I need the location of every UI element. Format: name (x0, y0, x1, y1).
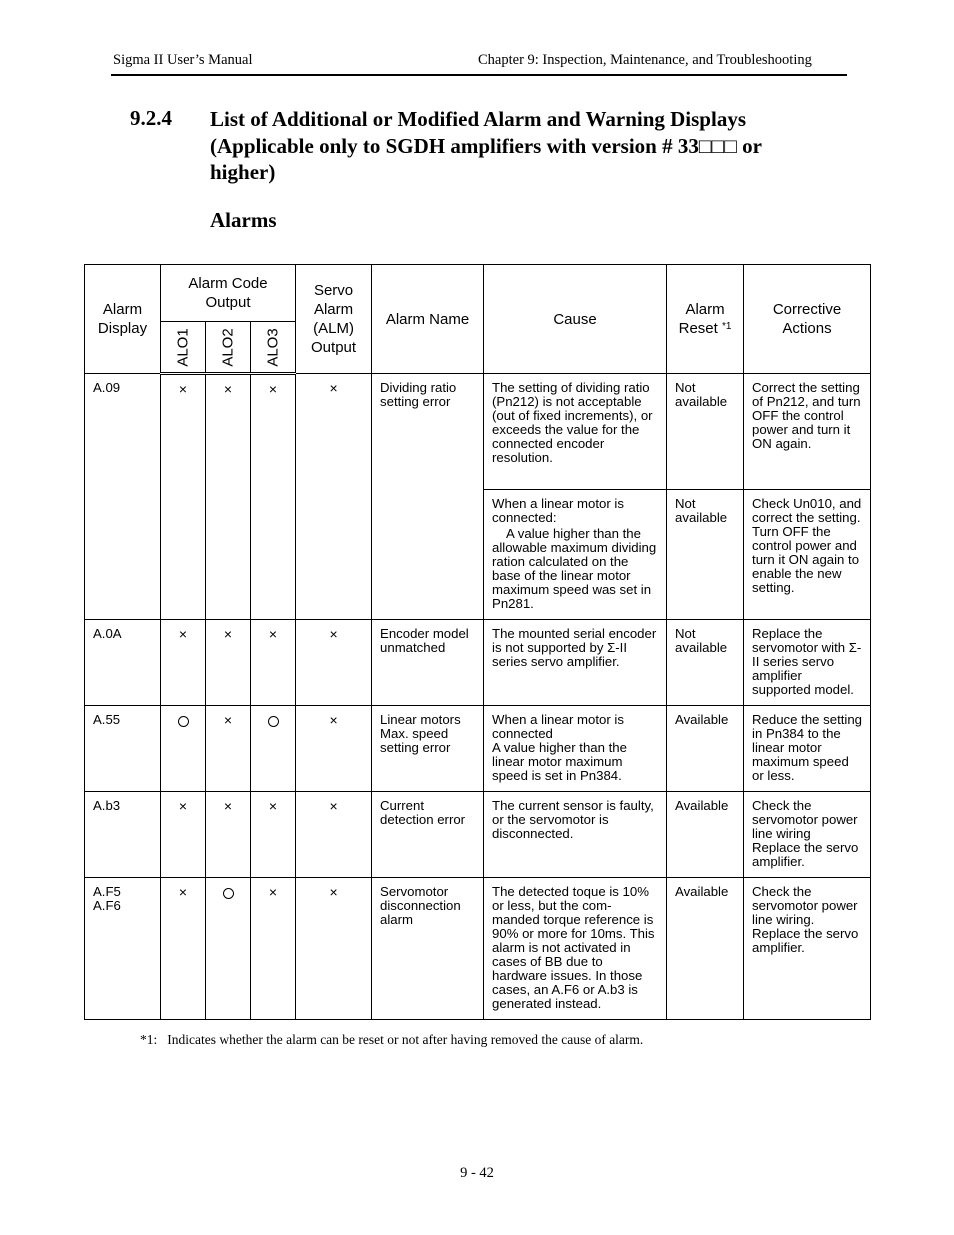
col-header-alarm-reset: Alarm Reset $^{*1}$ (667, 265, 744, 374)
cell-reset: Available (667, 792, 744, 878)
cell-alo3: × (251, 374, 296, 620)
alarm-table (84, 264, 871, 1020)
cell-servo-alarm: × (296, 374, 372, 620)
cell-alarm-name: Encoder model unmatched (372, 620, 484, 706)
cell-alo3: × (251, 792, 296, 878)
table-row (85, 374, 871, 490)
col-header-servo-alarm: Servo Alarm (ALM) Output (296, 265, 372, 374)
running-header-right: Chapter 9: Inspection, Maintenance, and Troubleshooting (478, 52, 812, 68)
cell-alo1: × (161, 878, 206, 1020)
cell-alo2: × (206, 620, 251, 706)
cell-servo-alarm: × (296, 620, 372, 706)
running-header-left: Sigma II User’s Manual (113, 52, 253, 68)
cell-servo-alarm: × (296, 878, 372, 1020)
circle-mark-icon (268, 716, 279, 727)
col-header-alarm-code: Alarm Code Output (161, 265, 296, 322)
cell-alo3 (251, 706, 296, 792)
table-row (85, 620, 871, 706)
col-header-alo1: ALO1 (161, 322, 206, 374)
section-title-line-1: List of Additional or Modified Alarm and Warning Displays (210, 107, 746, 131)
section-title-line-3: higher) (210, 160, 276, 184)
col-header-alarm-display: Alarm Display (85, 265, 161, 374)
cell-alo1: × (161, 792, 206, 878)
cell-display: A.09 (85, 374, 161, 620)
section-title (210, 106, 850, 186)
cell-corrective-action: Correct the setting of Pn212, and turn OFF the control power and turn it ON again. (744, 374, 871, 490)
cell-alo3: × (251, 878, 296, 1020)
cell-alo3: × (251, 620, 296, 706)
cell-alo2: × (206, 374, 251, 620)
cell-alo1: × (161, 620, 206, 706)
cell-alarm-name: Servomotor disconnection alarm (372, 878, 484, 1020)
section-number: 9.2.4 (130, 106, 172, 130)
table-row (85, 878, 871, 1020)
cell-corrective-action: Replace the servomotor with Σ-II series servo amplifier supported model. (744, 620, 871, 706)
cell-alarm-name: Linear motors Max. speed setting error (372, 706, 484, 792)
cell-corrective-action: Check the servomotor power line wiring. Replace the servo amplifier. (744, 878, 871, 1020)
col-header-alo3: ALO3 (251, 322, 296, 374)
circle-mark-icon (178, 716, 189, 727)
footnote-ref: *1 (721, 321, 732, 332)
col-header-cause: Cause (484, 265, 667, 374)
footnote-text: Indicates whether the alarm can be reset or not after having removed the cause of alarm. (167, 1032, 644, 1047)
col-header-corrective-actions: Corrective Actions (744, 265, 871, 374)
section-title-line-2: (Applicable only to SGDH amplifiers with version # 33□□□ or (210, 133, 762, 158)
cell-servo-alarm: × (296, 706, 372, 792)
cell-alarm-name: Current detection error (372, 792, 484, 878)
footnote (140, 1032, 643, 1048)
cell-cause: The mounted serial encoder is not supported by Σ-II series servo amplifier. (484, 620, 667, 706)
cell-display: A.0A (85, 620, 161, 706)
cell-servo-alarm: × (296, 792, 372, 878)
cell-display: A.b3 (85, 792, 161, 878)
col-header-alarm-name: Alarm Name (372, 265, 484, 374)
cell-cause: When a linear motor is connected: A value higher than the allowable maximum dividing ration calculated on the base of the linear motor maximum speed was set in Pn281. (484, 490, 667, 620)
page-number: 9 - 42 (460, 1165, 494, 1181)
footnote-mark: *1: (140, 1032, 158, 1047)
cell-corrective-action: Check Un010, and correct the setting. Turn OFF the control power and turn it ON again to enable the new setting. (744, 490, 871, 620)
cell-alo1: × (161, 374, 206, 620)
cell-corrective-action: Reduce the setting in Pn384 to the linear motor maximum speed or less. (744, 706, 871, 792)
subsection-title: Alarms (210, 208, 277, 232)
cell-alo2: × (206, 792, 251, 878)
cell-reset: Not available (667, 620, 744, 706)
cell-alo2: × (206, 706, 251, 792)
table-row (85, 792, 871, 878)
col-header-alo2: ALO2 (206, 322, 251, 374)
circle-mark-icon (223, 888, 234, 899)
cell-reset: Not available (667, 374, 744, 490)
cell-reset: Available (667, 706, 744, 792)
cell-cause: The setting of dividing ratio (Pn212) is not acceptable (out of fixed increments), or exceeds the value for the connected encoder resolution. (484, 374, 667, 490)
cell-cause: The current sensor is faulty, or the servomotor is disconnected. (484, 792, 667, 878)
cell-alo2 (206, 878, 251, 1020)
cell-display: A.F5 A.F6 (85, 878, 161, 1020)
cell-cause: When a linear motor is connected A value higher than the linear motor maximum speed is set in Pn384. (484, 706, 667, 792)
cell-corrective-action: Check the servomotor power line wiring Replace the servo amplifier. (744, 792, 871, 878)
cell-reset: Not available (667, 490, 744, 620)
header-rule (111, 74, 847, 76)
cell-alarm-name: Dividing ratio setting error (372, 374, 484, 620)
cell-cause: The detected toque is 10% or less, but the com-manded torque reference is 90% or more for 10ms. This alarm is not activated in cases of BB due to hardware issues. In those cases, an A.F6 or A.b3 is generated instead. (484, 878, 667, 1020)
cell-alo1 (161, 706, 206, 792)
cell-reset: Available (667, 878, 744, 1020)
header-row-top (85, 265, 871, 322)
cell-display: A.55 (85, 706, 161, 792)
table-row (85, 706, 871, 792)
